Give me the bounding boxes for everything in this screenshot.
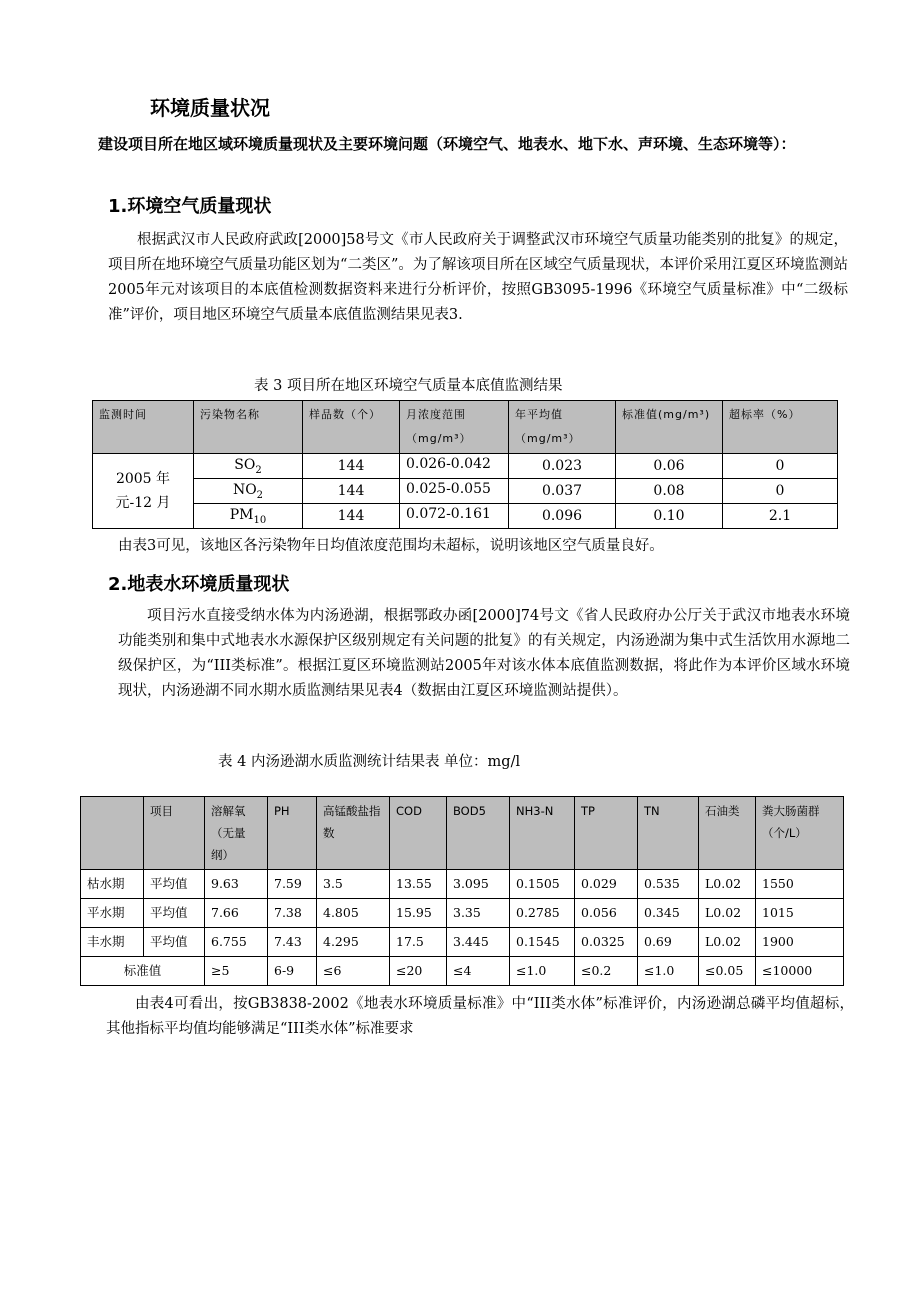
t3-standard: 0.06 xyxy=(616,454,723,479)
table3-caption: 表 3 项目所在地区环境空气质量本底值监测结果 xyxy=(254,378,563,394)
t4-cell: 4.805 xyxy=(317,899,390,928)
t3-header-standard: 标准值(mg/m³) xyxy=(616,401,723,454)
t3-range: 0.072-0.161 xyxy=(400,504,509,529)
t4-cell: L0.02 xyxy=(699,870,756,899)
t4-cell: 4.295 xyxy=(317,928,390,957)
t3-pollutant: $SO_2$ xyxy=(194,454,303,479)
t4-cell: 3.35 xyxy=(447,899,510,928)
t4-cell: 枯水期 xyxy=(81,870,144,899)
t4-cell: 平均值 xyxy=(144,870,205,899)
t3-header-samples: 样品数（个） xyxy=(303,401,400,454)
page-heading: 环境质量状况 xyxy=(150,96,270,120)
water-quality-table xyxy=(80,796,844,986)
t3-annual: 0.037 xyxy=(509,479,616,504)
t4-header-oil: 石油类 xyxy=(699,797,756,870)
t4-cell: 15.95 xyxy=(390,899,447,928)
t4-header-bod5: BOD5 xyxy=(447,797,510,870)
t4-header-ph: PH xyxy=(268,797,317,870)
t4-cell: 1015 xyxy=(756,899,844,928)
t4-header-period xyxy=(81,797,144,870)
t3-samples: 144 xyxy=(303,504,400,529)
t4-cell: 0.69 xyxy=(638,928,699,957)
t3-header-time: 监测时间 xyxy=(93,401,194,454)
t4-cell: 7.59 xyxy=(268,870,317,899)
t4-cell: 6.755 xyxy=(205,928,268,957)
t3-range: 0.025-0.055 xyxy=(400,479,509,504)
t4-standard-cell: ≤4 xyxy=(447,957,510,986)
t4-cell: 1550 xyxy=(756,870,844,899)
t4-cell: 3.5 xyxy=(317,870,390,899)
t4-cell: 9.63 xyxy=(205,870,268,899)
t4-standard-cell: ≤20 xyxy=(390,957,447,986)
t3-annual: 0.096 xyxy=(509,504,616,529)
t4-cell: 丰水期 xyxy=(81,928,144,957)
t3-samples: 144 xyxy=(303,454,400,479)
t4-cell: 平均值 xyxy=(144,899,205,928)
t4-cell: L0.02 xyxy=(699,899,756,928)
t4-cell: 0.1505 xyxy=(510,870,575,899)
section1-conclusion: 由表3可见，该地区各污染物年日均值浓度范围均未超标，说明该地区空气质量良好。 xyxy=(118,538,664,554)
t4-cell: 17.5 xyxy=(390,928,447,957)
t4-cell: 13.55 xyxy=(390,870,447,899)
t4-cell: 1900 xyxy=(756,928,844,957)
t4-standard-cell: ≤6 xyxy=(317,957,390,986)
air-quality-table xyxy=(92,400,838,529)
t3-exceed: 2.1 xyxy=(723,504,838,529)
t3-header-pollutant: 污染物名称 xyxy=(194,401,303,454)
t4-header-tn: TN xyxy=(638,797,699,870)
t4-standard-cell: 6-9 xyxy=(268,957,317,986)
section1-paragraph: 根据武汉市人民政府武政[2000]58号文《市人民政府关于调整武汉市环境空气质量功能类别的批复》的规定，项目所在地环境空气质量功能区划为“二类区”。为了解该项目所在区域空气质量现状，本评价采用江夏区环境监测站2005年元对该项目的本底值检测数据资料来进行分析评价，按照GB3095-1996《环境空气质量标准》中“二级标准”评价，项目地区环境空气质量本底值监测结果见表3. xyxy=(108,232,848,323)
t4-cell: 平均值 xyxy=(144,928,205,957)
t3-exceed: 0 xyxy=(723,479,838,504)
t4-header-item: 项目 xyxy=(144,797,205,870)
t4-header-nh3n: NH3-N xyxy=(510,797,575,870)
t4-cell: 3.445 xyxy=(447,928,510,957)
t4-header-cod: COD xyxy=(390,797,447,870)
t4-cell: 7.38 xyxy=(268,899,317,928)
t4-cell: L0.02 xyxy=(699,928,756,957)
section2-title: 2.地表水环境质量现状 xyxy=(108,574,290,595)
t3-period: 2005 年 元-12 月 xyxy=(93,454,194,529)
section2-conclusion: 由表4可看出，按GB3838-2002《地表水环境质量标准》中“III类水体”标准评价，内汤逊湖总磷平均值超标，其他指标平均值均能够满足“III类水体”标准要求 xyxy=(106,996,854,1037)
t4-header-coliform: 粪大肠菌群（个/L） xyxy=(756,797,844,870)
t4-header-tp: TP xyxy=(575,797,638,870)
t4-cell: 7.66 xyxy=(205,899,268,928)
t4-cell: 0.1545 xyxy=(510,928,575,957)
t4-cell: 0.2785 xyxy=(510,899,575,928)
t4-cell: 0.345 xyxy=(638,899,699,928)
t4-cell: 0.0325 xyxy=(575,928,638,957)
t4-cell: 0.535 xyxy=(638,870,699,899)
t4-standard-cell: ≤0.2 xyxy=(575,957,638,986)
section2-paragraph: 项目污水直接受纳水体为内汤逊湖，根据鄂政办函[2000]74号文《省人民政府办公厅关于武汉市地表水环境功能类别和集中式地表水水源保护区级别规定有关问题的批复》的有关规定，内汤逊湖为集中式生活饮用水源地二级保护区，为“III类标准”。根据江夏区环境监测站2005年对该水体本底值监测数据，将此作为本评价区域水环境现状，内汤逊湖不同水期水质监测结果见表4（数据由江夏区环境监测站提供）。 xyxy=(118,608,850,699)
t4-standard-cell: ≤1.0 xyxy=(510,957,575,986)
t3-range: 0.026-0.042 xyxy=(400,454,509,479)
t3-exceed: 0 xyxy=(723,454,838,479)
t4-cell: 0.056 xyxy=(575,899,638,928)
t4-standard-label: 标准值 xyxy=(81,957,205,986)
page-subheading: 建设项目所在地区域环境质量现状及主要环境问题（环境空气、地表水、地下水、声环境、生态环境等）： xyxy=(98,135,796,153)
t3-pollutant: $PM_{10}$ xyxy=(194,504,303,529)
t4-cell: 平水期 xyxy=(81,899,144,928)
t4-standard-cell: ≤0.05 xyxy=(699,957,756,986)
t4-header-codmn: 高锰酸盐指数 xyxy=(317,797,390,870)
t3-samples: 144 xyxy=(303,479,400,504)
t4-standard-cell: ≤1.0 xyxy=(638,957,699,986)
t4-cell: 0.029 xyxy=(575,870,638,899)
t3-pollutant: $NO_2$ xyxy=(194,479,303,504)
t4-standard-cell: ≤10000 xyxy=(756,957,844,986)
t4-standard-cell: ≥5 xyxy=(205,957,268,986)
t3-header-exceed: 超标率（%） xyxy=(723,401,838,454)
t3-header-annual: 年平均值（mg/m³） xyxy=(509,401,616,454)
t4-cell: 3.095 xyxy=(447,870,510,899)
t3-standard: 0.10 xyxy=(616,504,723,529)
t3-standard: 0.08 xyxy=(616,479,723,504)
table4-caption: 表 4 内汤逊湖水质监测统计结果表 单位：mg/l xyxy=(218,754,521,770)
t3-header-range: 月浓度范围（mg/m³） xyxy=(400,401,509,454)
t4-header-do: 溶解氧（无量纲） xyxy=(205,797,268,870)
t3-annual: 0.023 xyxy=(509,454,616,479)
t4-cell: 7.43 xyxy=(268,928,317,957)
section1-title: 1.环境空气质量现状 xyxy=(108,196,272,217)
